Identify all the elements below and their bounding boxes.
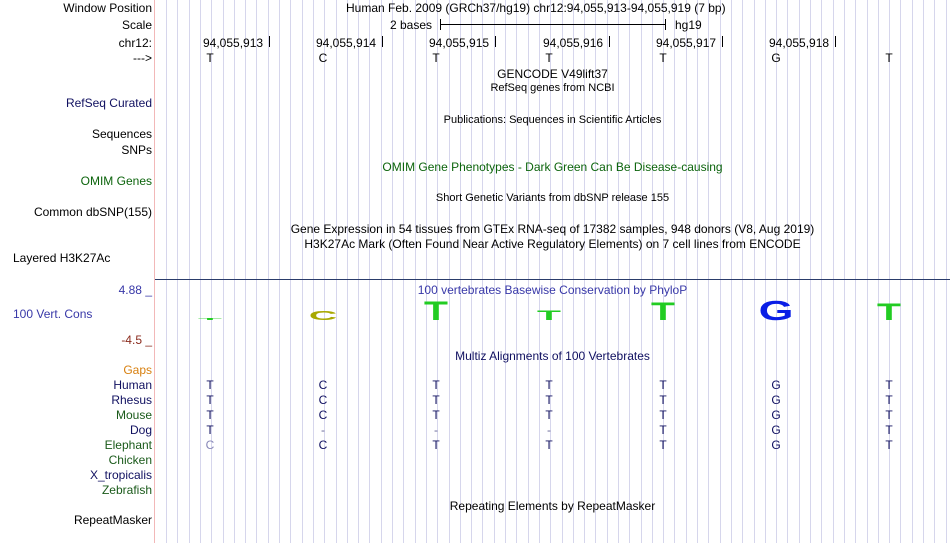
species-label[interactable]: Rhesus — [111, 393, 152, 407]
scale-value: 2 bases — [390, 18, 433, 32]
alignment-base: T — [659, 408, 667, 422]
strand-label: ---> — [133, 51, 152, 65]
alignment-base: T — [545, 393, 553, 407]
phylop-track-divider — [155, 279, 950, 280]
alignment-base: T — [659, 423, 667, 437]
coordinate-tick — [722, 36, 723, 47]
species-label[interactable]: Chicken — [108, 453, 152, 467]
window-position-label: Window Position — [63, 1, 152, 15]
alignment-base: T — [659, 378, 667, 392]
coordinate-tick — [382, 36, 383, 47]
refseq-track-label[interactable]: RefSeq Curated — [65, 96, 152, 110]
alignment-base: T — [659, 393, 667, 407]
gaps-label: Gaps — [123, 363, 152, 377]
species-label[interactable]: Dog — [129, 423, 152, 437]
multiz-track-title[interactable]: Multiz Alignments of 100 Vertebrates — [455, 349, 650, 363]
alignment-base: T — [206, 393, 214, 407]
alignment-base: T — [432, 408, 440, 422]
alignment-base: T — [206, 423, 214, 437]
alignment-base: T — [659, 438, 667, 452]
coordinate-label: 94,055,915 — [429, 36, 490, 50]
logo-letter: T — [877, 298, 901, 326]
logo-letter: T — [537, 307, 561, 324]
logo-letter: C — [308, 309, 338, 324]
coordinate-label: 94,055,917 — [656, 36, 717, 50]
alignment-base: G — [771, 423, 781, 437]
alignment-base: C — [318, 378, 328, 392]
alignment-base: T — [885, 408, 893, 422]
species-label[interactable]: Mouse — [115, 408, 152, 422]
omim-track-title[interactable]: OMIM Gene Phenotypes - Dark Green Can Be Disease-causing — [382, 160, 723, 174]
coordinate-tick — [609, 36, 610, 47]
alignment-base: C — [318, 393, 328, 407]
base-letter: T — [432, 51, 440, 65]
alignment-base: C — [205, 438, 215, 452]
base-letter: T — [206, 51, 214, 65]
scale-label: Scale — [121, 18, 152, 32]
dbsnp-track-label[interactable]: Common dbSNP(155) — [33, 205, 152, 219]
alignment-base: T — [885, 438, 893, 452]
gencode-track-title[interactable]: GENCODE V49lift37 — [497, 67, 608, 81]
window-position-value[interactable]: Human Feb. 2009 (GRCh37/hg19) chr12:94,055,913-94,055,919 (7 bp) — [346, 1, 726, 15]
scale-bar-right-cap — [665, 19, 666, 30]
h3k27ac-track-title[interactable]: H3K27Ac Mark (Often Found Near Active Regulatory Elements) on 7 cell lines from ENCODE — [304, 237, 801, 251]
alignment-base: G — [771, 408, 781, 422]
alignment-base: G — [771, 393, 781, 407]
coordinate-label: 94,055,916 — [543, 36, 604, 50]
coordinate-label: 94,055,918 — [769, 36, 830, 50]
phylop-min-label: -4.5 _ — [121, 333, 152, 347]
species-label[interactable]: Zebrafish — [101, 483, 152, 497]
base-letter: G — [771, 51, 781, 65]
sequences-track-label[interactable]: Sequences — [91, 127, 152, 141]
h3k27ac-track-label[interactable]: Layered H3K27Ac — [13, 251, 111, 265]
alignment-base: - — [321, 423, 325, 437]
coordinate-tick — [495, 36, 496, 47]
alignment-base: G — [771, 378, 781, 392]
alignment-base: C — [318, 408, 328, 422]
coordinate-label: 94,055,914 — [316, 36, 377, 50]
species-label[interactable]: X_tropicalis — [89, 468, 152, 482]
alignment-base: T — [545, 408, 553, 422]
alignment-base: G — [771, 438, 781, 452]
alignment-base: T — [885, 393, 893, 407]
alignment-base: - — [547, 423, 551, 437]
alignment-base: - — [434, 423, 438, 437]
base-letter: T — [659, 51, 667, 65]
alignment-base: T — [885, 423, 893, 437]
dbsnp-track-title[interactable]: Short Genetic Variants from dbSNP release 155 — [435, 192, 670, 204]
alignment-base: T — [206, 378, 214, 392]
species-label[interactable]: Elephant — [104, 438, 152, 452]
snps-track-label[interactable]: SNPs — [121, 143, 152, 157]
alignment-base: T — [545, 438, 553, 452]
scale-bar — [440, 24, 666, 25]
coordinate-label: 94,055,913 — [203, 36, 264, 50]
refseq-track-subtitle[interactable]: RefSeq genes from NCBI — [490, 82, 615, 94]
logo-letter: T — [198, 317, 222, 321]
scale-bar-left-cap — [440, 19, 441, 30]
coordinate-tick — [835, 36, 836, 47]
gtex-track-title[interactable]: Gene Expression in 54 tissues from GTEx RNA-seq of 17382 samples, 948 donors (V8, Aug 2019) — [290, 222, 815, 236]
publications-track-title[interactable]: Publications: Sequences in Scientific Articles — [443, 114, 662, 126]
logo-letter: G — [758, 294, 794, 326]
phylop-track-label[interactable]: 100 Vert. Cons — [13, 307, 93, 321]
alignment-base: T — [885, 378, 893, 392]
base-letter: C — [318, 51, 328, 65]
coordinate-tick — [269, 36, 270, 47]
species-label[interactable]: Human — [113, 378, 152, 392]
logo-letter: T — [651, 297, 675, 326]
scale-assembly: hg19 — [675, 18, 702, 32]
omim-track-label[interactable]: OMIM Genes — [80, 174, 152, 188]
base-letter: T — [545, 51, 553, 65]
alignment-base: C — [318, 438, 328, 452]
phylop-max-label: 4.88 _ — [118, 283, 152, 297]
alignment-base: T — [432, 378, 440, 392]
alignment-base: T — [432, 393, 440, 407]
alignment-base: T — [432, 438, 440, 452]
base-letter: T — [885, 51, 893, 65]
repeatmasker-track-label[interactable]: RepeatMasker — [73, 513, 152, 527]
phylop-track-title[interactable]: 100 vertebrates Basewise Conservation by PhyloP — [417, 283, 688, 297]
alignment-base: T — [545, 378, 553, 392]
alignment-base: T — [206, 408, 214, 422]
chrom-label: chr12: — [118, 36, 152, 50]
repeatmasker-track-title[interactable]: Repeating Elements by RepeatMasker — [449, 499, 656, 513]
logo-letter: T — [424, 296, 448, 327]
